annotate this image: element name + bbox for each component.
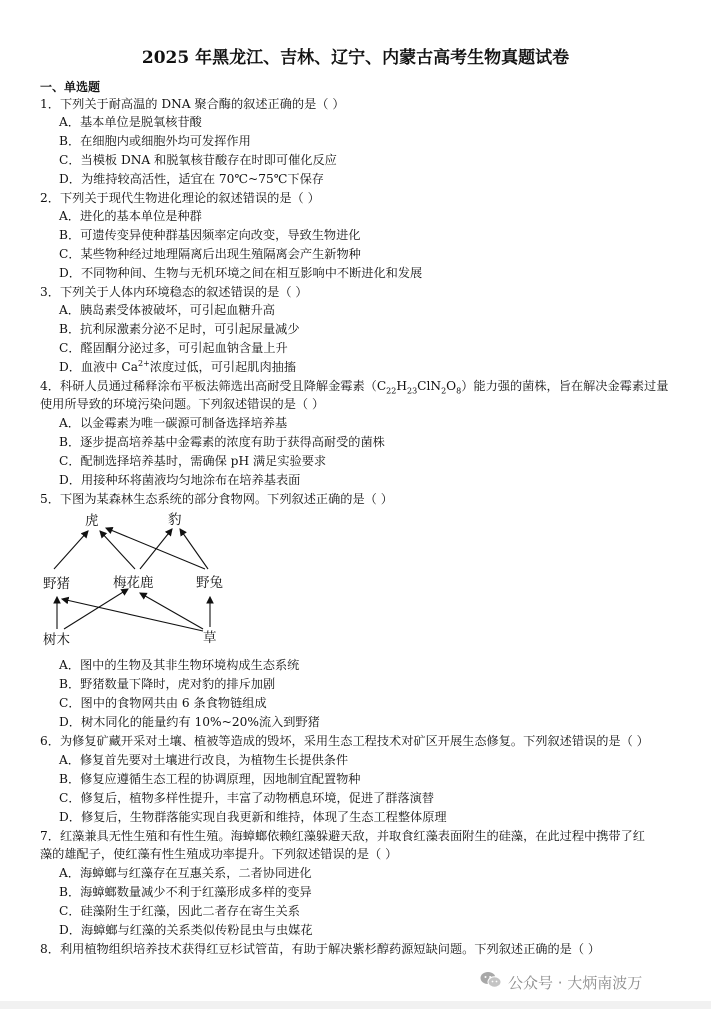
question-7-stem: 7．红藻兼具无性生殖和有性生殖。海蟑螂依赖红藻躲避天敌，并取食红藻表面附生的硅藻，在此过程中携带了红 bbox=[40, 829, 645, 843]
question-5-option-a: A．图中的生物及其非生物环境构成生态系统 bbox=[59, 658, 300, 672]
food-web-diagram bbox=[40, 507, 250, 649]
formula-part-1: H bbox=[396, 379, 407, 393]
question-2-option-c: C．某些物种经过地理隔离后出现生殖隔离会产生新物种 bbox=[59, 247, 361, 261]
question-1-stem: 1．下列关于耐高温的 DNA 聚合酶的叙述正确的是（ ） bbox=[40, 97, 345, 111]
arrow-tree-to-deer bbox=[64, 589, 128, 629]
node-tiger: 虎 bbox=[85, 513, 99, 529]
formula-sub-4: 8 bbox=[456, 386, 462, 396]
question-4-stem-cont: 使用所导致的环境污染问题。下列叙述错误的是（ ） bbox=[40, 397, 325, 411]
question-3-option-c: C．醛固酮分泌过多，可引起血钠含量上升 bbox=[59, 341, 288, 355]
node-tree: 树木 bbox=[43, 632, 70, 648]
question-1-option-b: B．在细胞内或细胞外均可发挥作用 bbox=[59, 134, 251, 148]
question-7-stem-cont: 藻的雄配子，使红藻有性生殖成功率提升。下列叙述错误的是（ ） bbox=[40, 847, 398, 861]
question-4-stem bbox=[40, 377, 668, 395]
wechat-icon bbox=[480, 971, 502, 997]
question-7-option-d: D．海蟑螂与红藻的关系类似传粉昆虫与虫媒花 bbox=[59, 923, 313, 937]
question-7-option-b: B．海蟑螂数量减少不利于红藻形成多样的变异 bbox=[59, 885, 312, 899]
question-3-option-a: A．胰岛素受体被破坏，可引起血糖升高 bbox=[59, 303, 275, 317]
question-3-stem: 3．下列关于人体内环境稳态的叙述错误的是（ ） bbox=[40, 285, 308, 299]
question-7-option-a: A．海蟑螂与红藻存在互惠关系，二者协同进化 bbox=[59, 866, 312, 880]
question-5-stem: 5．下图为某森林生态系统的部分食物网。下列叙述正确的是（ ） bbox=[40, 492, 393, 506]
question-7-option-c: C．硅藻附生于红藻，因此二者存在寄生关系 bbox=[59, 904, 300, 918]
question-8-stem: 8．利用植物组织培养技术获得红豆杉试管苗，有助于解决紫杉醇药源短缺问题。下列叙述正确的是（ ） bbox=[40, 942, 601, 956]
formula-part-3: O bbox=[446, 379, 457, 393]
watermark bbox=[480, 970, 642, 996]
formula-sub-1: 22 bbox=[386, 386, 397, 396]
watermark-text: 公众号 · 大炳南波万 bbox=[508, 974, 643, 992]
question-6-option-d: D．修复后，生物群落能实现自我更新和维持，体现了生态工程整体原理 bbox=[59, 810, 447, 824]
question-4-option-a: A．以金霉素为唯一碳源可制备选择培养基 bbox=[59, 416, 288, 430]
question-4-option-b: B．逐步提高培养基中金霉素的浓度有助于获得高耐受的菌株 bbox=[59, 435, 385, 449]
question-4-option-c: C．配制选择培养基时，需确保 pH 满足实验要求 bbox=[59, 454, 327, 468]
arrow-boar-to-tiger bbox=[54, 531, 88, 569]
arrow-deer-to-leopard bbox=[140, 529, 172, 569]
arrow-grass-to-boar bbox=[62, 599, 203, 631]
question-6-option-c: C．修复后，植物多样性提升，丰富了动物栖息环境，促进了群落演替 bbox=[59, 791, 434, 805]
node-boar: 野猪 bbox=[43, 576, 70, 592]
stem-pre: 4．科研人员通过稀释涂布平板法筛选出高耐受且降解金霉素（C bbox=[40, 379, 387, 393]
question-1-option-a: A．基本单位是脱氧核苷酸 bbox=[59, 115, 202, 129]
question-6-option-b: B．修复应遵循生态工程的协调原理，因地制宜配置物种 bbox=[59, 772, 361, 786]
question-3-option-d bbox=[59, 358, 296, 376]
node-hare: 野兔 bbox=[196, 575, 223, 591]
option-d-text-pre: D．血液中 Ca bbox=[59, 360, 138, 374]
bottom-bar bbox=[0, 1001, 711, 1009]
page-title: 2025 年黑龙江、吉林、辽宁、内蒙古高考生物真题试卷 bbox=[141, 48, 570, 68]
question-2-option-b: B．可遗传变异使种群基因频率定向改变，导致生物进化 bbox=[59, 228, 361, 242]
formula-sub-2: 23 bbox=[406, 386, 418, 396]
question-4-option-d: D．用接种环将菌液均匀地涂布在培养基表面 bbox=[59, 473, 301, 487]
question-6-stem: 6．为修复矿藏开采对土壤、植被等造成的毁坏，采用生态工程技术对矿区开展生态修复。下列叙述错误的是（ ） bbox=[40, 734, 649, 748]
question-5-option-c: C．图中的食物网共由 6 条食物链组成 bbox=[59, 696, 267, 710]
question-2-option-a: A．进化的基本单位是种群 bbox=[59, 209, 202, 223]
question-6-option-a: A．修复首先要对土壤进行改良，为植物生长提供条件 bbox=[59, 753, 349, 767]
question-1-option-c: C．当模板 DNA 和脱氧核苷酸存在时即可催化反应 bbox=[59, 153, 337, 167]
arrow-deer-to-tiger bbox=[100, 531, 135, 569]
option-d-text-post: 浓度过低，可引起肌肉抽搐 bbox=[149, 360, 297, 374]
formula-part-2: ClN bbox=[417, 379, 442, 393]
calcium-charge-superscript: 2+ bbox=[138, 358, 150, 368]
question-5-option-d: D．树木同化的能量约有 10%~20%流入到野猪 bbox=[59, 715, 320, 729]
node-grass: 草 bbox=[203, 630, 217, 646]
arrow-hare-to-leopard bbox=[180, 529, 208, 569]
section-heading: 一、单选题 bbox=[40, 80, 101, 94]
node-deer: 梅花鹿 bbox=[113, 575, 154, 591]
node-leopard: 豹 bbox=[168, 512, 182, 528]
question-5-option-b: B．野猪数量下降时，虎对豹的排斥加剧 bbox=[59, 677, 276, 691]
arrow-hare-to-tiger bbox=[106, 528, 205, 569]
question-2-stem: 2．下列关于现代生物进化理论的叙述错误的是（ ） bbox=[40, 191, 320, 205]
formula-sub-3: 2 bbox=[441, 386, 447, 396]
question-3-option-b: B．抗利尿激素分泌不足时，可引起尿量减少 bbox=[59, 322, 300, 336]
question-2-option-d: D．不同物种间、生物与无机环境之间在相互影响中不断进化和发展 bbox=[59, 266, 423, 280]
stem-post: ）能力强的菌株，旨在解决金霉素过量 bbox=[461, 379, 669, 393]
question-1-option-d: D．为维持较高活性，适宜在 70℃~75℃下保存 bbox=[59, 172, 324, 186]
